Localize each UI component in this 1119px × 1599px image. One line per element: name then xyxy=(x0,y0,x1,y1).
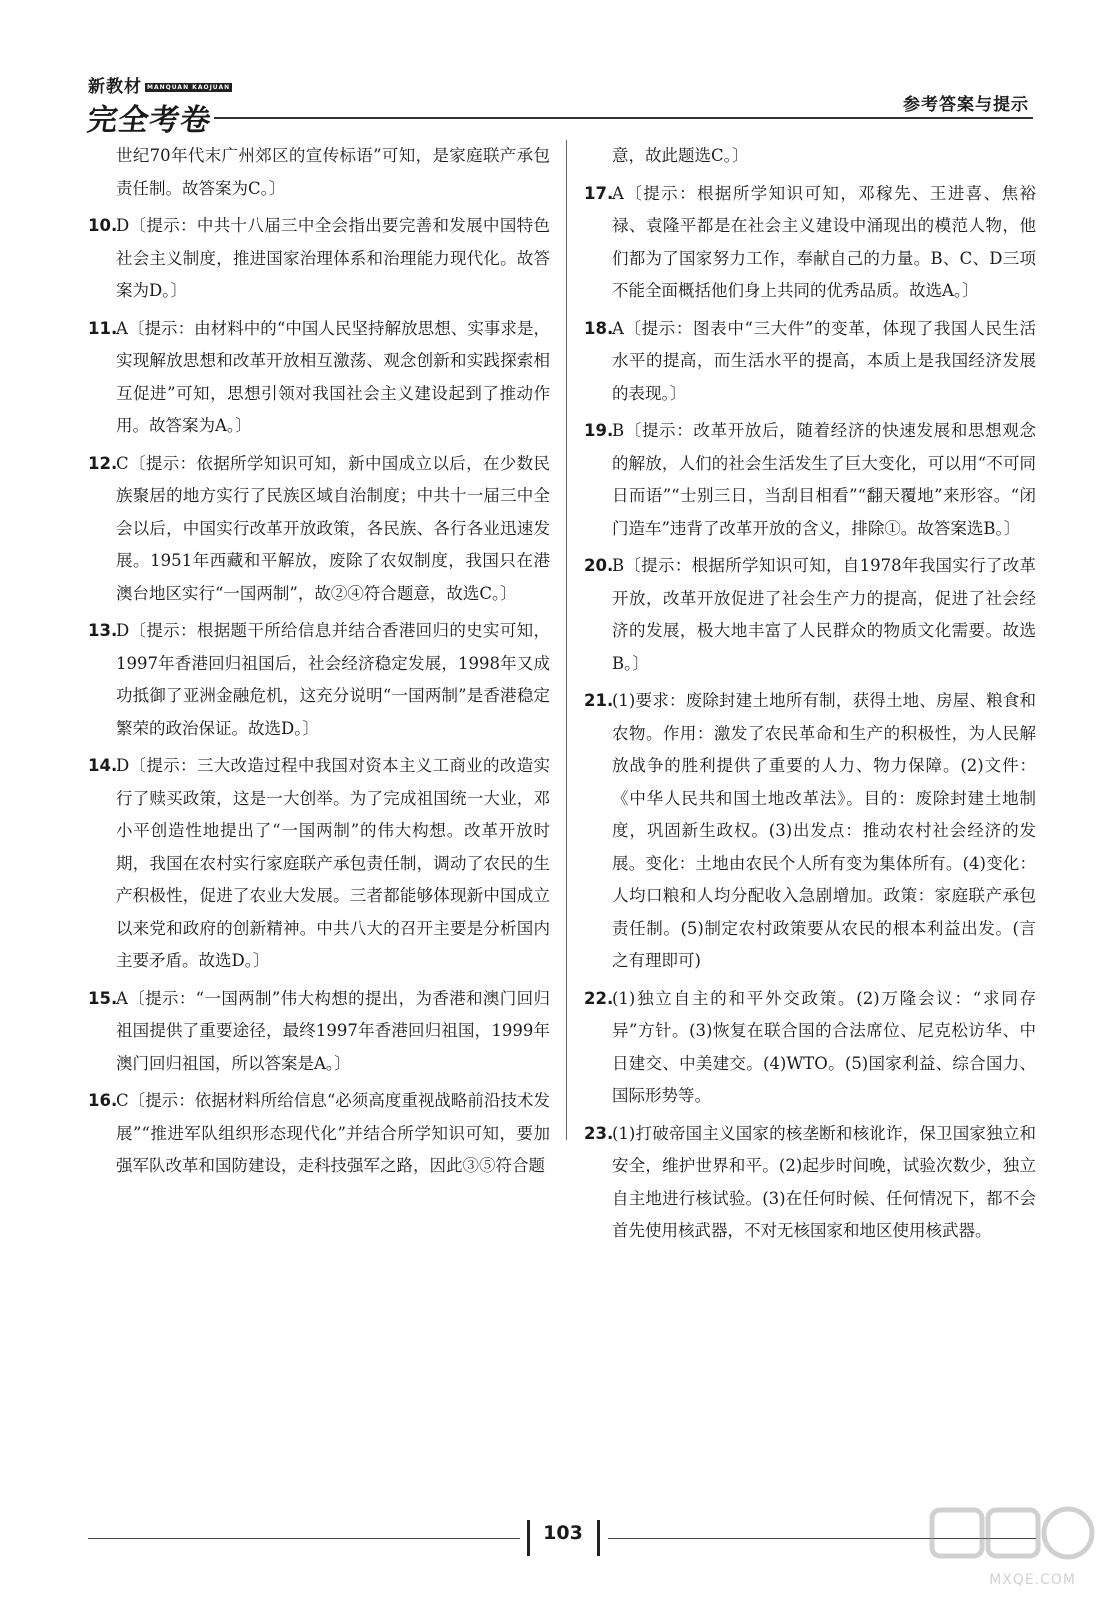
question-number: 12. xyxy=(88,453,118,473)
brand-top-text: 新教材 MANQUAN KAOJUAN xyxy=(88,77,231,97)
answer-text: B〔提示：改革开放后，随着经济的快速发展和思想观念的解放，人们的社会生活发生了巨大变化，可以用“不可同日而语”“士别三日，当刮目相看”“翻天覆地”来形容。“闭门造车”违背了改革开放的含义，排除①。故答案选B。〕 xyxy=(612,421,1036,538)
answer-entry xyxy=(88,615,550,745)
answer-entry xyxy=(88,1085,550,1183)
answer-entry xyxy=(584,313,1036,411)
question-number: 19. xyxy=(584,421,614,440)
brand-main-text: 完全考卷 xyxy=(85,103,214,138)
question-number: 10. xyxy=(88,216,118,235)
watermark-text: MXQE.COM xyxy=(989,1572,1076,1588)
answer-text: 意，故此题选C。〕 xyxy=(612,146,749,165)
footer-rule-left xyxy=(88,1538,520,1539)
answer-text: (1)独立自主的和平外交政策。(2)万隆会议：“求同存异”方针。(3)恢复在联合国的合法席位、尼克松访华、中日建交、中美建交。(4)WTO。(5)国家利益、综合国力、国际形势等。 xyxy=(612,988,1036,1105)
answer-text: D〔提示：中共十八届三中全会指出要完善和发展中国特色社会主义制度，推进国家治理体系和治理能力现代化。故答案为D。〕 xyxy=(116,216,550,300)
question-number: 11. xyxy=(88,318,118,338)
question-number: 22. xyxy=(584,988,614,1008)
answer-entry xyxy=(88,210,550,308)
answer-text: A〔提示：“一国两制”伟大构想的提出，为香港和澳门回归祖国提供了重要途径，最终1997年香港回归祖国，1999年澳门回归祖国，所以答案是A。〕 xyxy=(116,988,550,1073)
question-number: 23. xyxy=(584,1123,614,1143)
answer-entry xyxy=(88,750,550,978)
answer-entry xyxy=(584,1118,1036,1248)
answer-entry xyxy=(584,685,1036,978)
page-header-title: 参考答案与提示 xyxy=(903,95,1029,115)
question-number: 17. xyxy=(584,183,614,203)
footer-bar-left xyxy=(527,1520,530,1556)
answer-entry xyxy=(584,983,1036,1113)
answer-entry xyxy=(584,550,1036,680)
answer-text: A〔提示：根据所学知识可知，邓稼先、王进喜、焦裕禄、袁隆平都是在社会主义建设中涌现出的模范人物，他们都为了国家努力工作，奉献自己的力量。B、C、D三项不能全面概括他们身上共同的优秀品质。故选A。〕 xyxy=(612,183,1036,300)
right-column xyxy=(584,140,1036,1253)
answer-text: C〔提示：依据材料所给信息“必须高度重视战略前沿技术发展”“推进军队组织形态现代化”并结合所学知识可知，要加强军队改革和国防建设，走科技强军之路，因此③⑤符合题 xyxy=(116,1091,550,1175)
brand-badge: MANQUAN KAOJUAN xyxy=(147,83,231,91)
footer-bar-right xyxy=(597,1520,600,1556)
question-number: 14. xyxy=(88,756,118,775)
question-number: 20. xyxy=(584,556,614,575)
brand-logo xyxy=(85,72,232,139)
answer-entry xyxy=(88,140,550,205)
answer-entry xyxy=(88,983,550,1081)
question-number: 21. xyxy=(584,691,614,710)
answer-text: (1)打破帝国主义国家的核垄断和核讹诈，保卫国家独立和安全，维护世界和平。(2)起步时间晚，试验次数少，独立自主地进行核试验。(3)在任何时候、任何情况下，都不会首先使用核武器，不对无核国家和地区使用核武器。 xyxy=(612,1123,1036,1240)
header-rule xyxy=(214,117,1033,119)
answer-text: D〔提示：根据题干所给信息并结合香港回归的史实可知，1997年香港回归祖国后，社会经济稳定发展，1998年又成功抵御了亚洲金融危机，这充分说明“一国两制”是香港稳定繁荣的政治保证。故选D。〕 xyxy=(116,621,550,738)
column-divider xyxy=(566,140,567,1140)
answer-text: 世纪70年代末广州郊区的宣传标语”可知，是家庭联产承包责任制。故答案为C。〕 xyxy=(116,146,550,198)
question-number: 15. xyxy=(88,988,118,1008)
answer-text: (1)要求：废除封建土地所有制，获得土地、房屋、粮食和农物。作用：激发了农民革命和生产的积极性，为人民解放战争的胜利提供了重要的人力、物力保障。(2)文件：《中华人民共和国土地改革法》。目的：废除封建土地制度，巩固新生政权。(3)出发点：推动农村社会经济的发展。变化：土地由农民个人所有变为集体所有。(4)变化：人均口粮和人均分配收入急剧增加。政策：家庭联产承包责任制。(5)制定农村政策要从农民的根本利益出发。(言之有理即可) xyxy=(612,691,1036,970)
answer-text: A〔提示：图表中“三大件”的变革，体现了我国人民生活水平的提高，而生活水平的提高，本质上是我国经济发展的表现。〕 xyxy=(612,318,1036,403)
answer-entry xyxy=(88,313,550,443)
watermark-logo xyxy=(928,1500,1098,1592)
answer-text: A〔提示：由材料中的“中国人民坚持解放思想、实事求是，实现解放思想和改革开放相互激荡、观念创新和实践探索相互促进”可知，思想引领对我国社会主义建设起到了推动作用。故答案为A。〕 xyxy=(116,318,550,435)
answer-text: D〔提示：三大改造过程中我国对资本主义工商业的改造实行了赎买政策，这是一大创举。为了完成祖国统一大业，邓小平创造性地提出了“一国两制”的伟大构想。改革开放时期，我国在农村实行家庭联产承包责任制，调动了农民的生产积极性，促进了农业大发展。三者都能够体现新中国成立以来党和政府的创新精神。中共八大的召开主要是分析国内主要矛盾。故选D。〕 xyxy=(116,756,550,970)
answer-text: C〔提示：依据所学知识可知，新中国成立以后，在少数民族聚居的地方实行了民族区域自治制度；中共十一届三中全会以后，中国实行改革开放政策，各民族、各行各业迅速发展。1951年西藏和平解放，废除了农奴制度，我国只在港澳台地区实行“一国两制”，故②④符合题意，故选C。〕 xyxy=(116,453,550,603)
question-number: 16. xyxy=(88,1091,118,1110)
answer-entry xyxy=(584,178,1036,308)
answer-entry xyxy=(88,448,550,611)
answer-entry xyxy=(584,415,1036,545)
question-number: 13. xyxy=(88,621,118,640)
answer-entry xyxy=(584,140,1036,173)
answer-text: B〔提示：根据所学知识可知，自1978年我国实行了改革开放，改革开放促进了社会生产力的提高，促进了社会经济的发展，极大地丰富了人民群众的物质文化需要。故选B。〕 xyxy=(612,556,1036,673)
left-column xyxy=(88,140,550,1188)
watermark-icon xyxy=(928,1500,1098,1570)
page-number: 103 xyxy=(543,1522,583,1544)
question-number: 18. xyxy=(584,318,614,338)
